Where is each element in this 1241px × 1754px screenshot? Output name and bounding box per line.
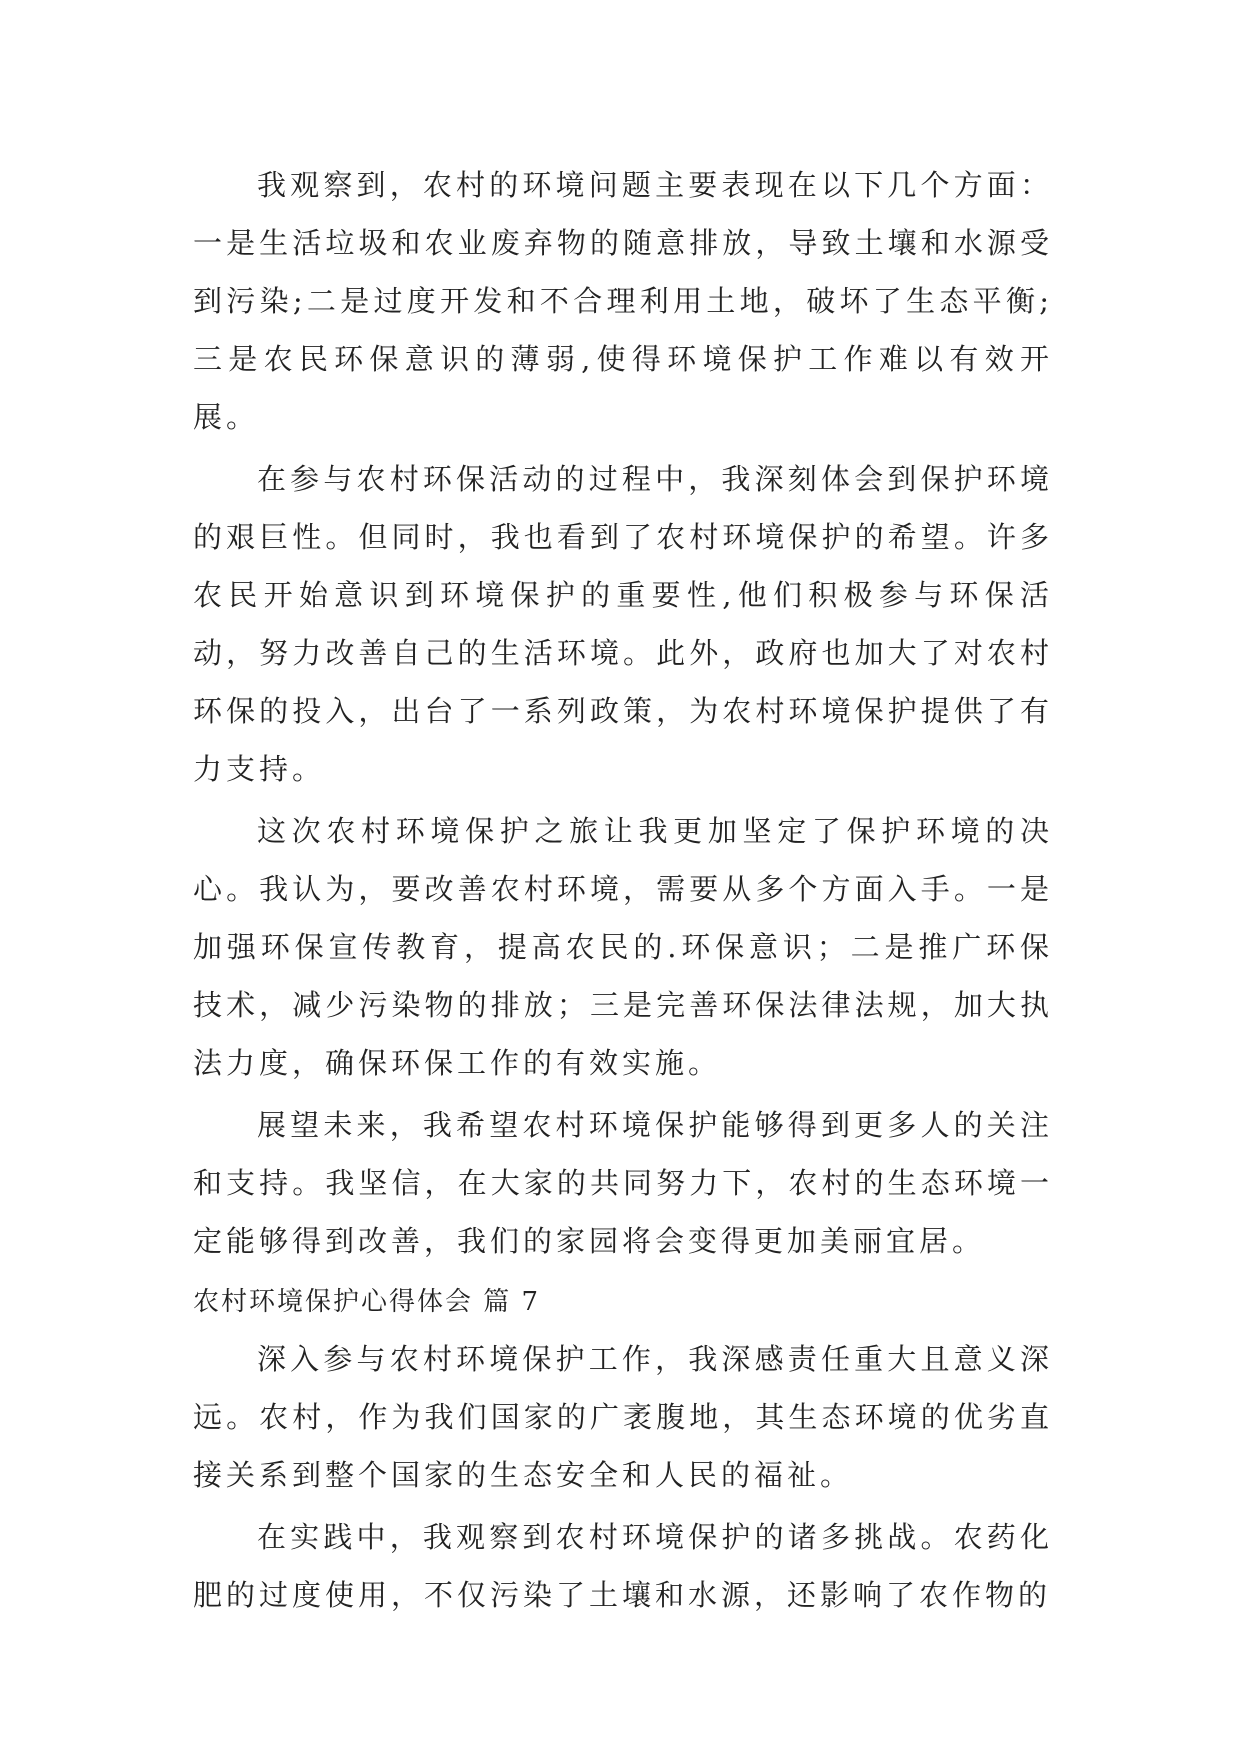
paragraph-challenges: 在实践中，我观察到农村环境保护的诸多挑战。农药化肥的过度使用，不仅污染了土壤和水源，还影响了农作物的 (193, 1520, 1053, 1612)
paragraph-outlook: 展望未来，我希望农村环境保护能够得到更多人的关注和支持。我坚信，在大家的共同努力下，农村的生态环境一定能够得到改善，我们的家园将会变得更加美丽宜居。 (193, 1108, 1053, 1258)
paragraph-environment-problems: 我观察到，农村的环境问题主要表现在以下几个方面：一是生活垃圾和农业废弃物的随意排放，导致土壤和水源受到污染;二是过度开发和不合理利用土地，破坏了生态平衡;三是农民环保意识的薄弱,使得环境保护工作难以有效开展。 (193, 168, 1053, 434)
section-heading: 农村环境保护心得体会 篇 7 (193, 1287, 541, 1317)
paragraph-responsibility: 深入参与农村环境保护工作，我深感责任重大且意义深远。农村，作为我们国家的广袤腹地，其生态环境的优劣直接关系到整个国家的生态安全和人民的福祉。 (193, 1342, 1053, 1492)
paragraph-determination: 这次农村环境保护之旅让我更加坚定了保护环境的决心。我认为，要改善农村环境，需要从多个方面入手。一是加强环保宣传教育，提高农民的.环保意识；二是推广环保技术，减少污染物的排放；三是完善环保法律法规，加大执法力度，确保环保工作的有效实施。 (193, 814, 1053, 1080)
document-page (193, 156, 1053, 1628)
paragraph-participation-experience: 在参与农村环保活动的过程中，我深刻体会到保护环境的艰巨性。但同时，我也看到了农村环境保护的希望。许多农民开始意识到环境保护的重要性,他们积极参与环保活动，努力改善自己的生活环境。此外，政府也加大了对农村环保的投入，出台了一系列政策，为农村环境保护提供了有力支持。 (193, 462, 1053, 786)
